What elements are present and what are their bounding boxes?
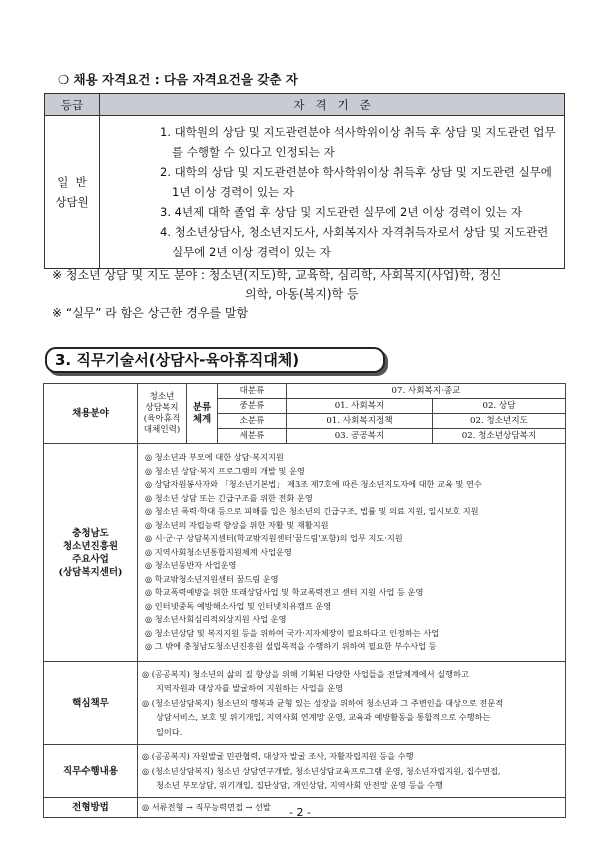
org-item: ◎ 청소년과 부모에 대한 상담·복지지원 [145,452,284,463]
task-label: 직무수행내용 [44,745,138,798]
note-field-line1: ※ 청소년 상담 및 지도 분야 : 청소년(지도)학, 교육학, 심리학, 사회복지(사업)학, 정신 [52,268,502,282]
duty-row [44,662,566,745]
method-label: 전형방법 [44,798,138,818]
field-value-line: (육아휴직 [143,413,181,424]
org-item: ◎ 청소년 상담·복지 프로그램의 개발 및 운영 [145,465,305,476]
org-item: ◎ 지역사회청소년통합지원체계 사업운영 [145,546,292,557]
header-grade: 등급 [45,94,100,116]
duty-label: 핵심책무 [44,662,138,745]
detail-value-2: 02. 청소년상담복지 [433,429,566,444]
org-item: ◎ 시·군·구 상담복지센터(학교밖지원센터'꿈드림'포함)의 업무 지도·지원 [145,533,403,544]
duty-line: 상담서비스, 보호 및 위기개입, 지역사회 연계망 운영, 교육과 예방활동을 통합적으로 수행하는 [156,712,491,723]
criteria-item: 2. 대학의 상담 및 지도관련분야 학사학위이상 취득후 상담 및 지도관련 실무에 1년 이상 경력이 있는 자 [160,165,552,199]
class-label-line: 분류 [192,401,212,413]
criteria-cell [100,116,565,269]
criteria-item: 1. 대학원의 상담 및 지도관련분야 석사학위이상 취득 후 상담 및 지도관련 업무를 수행할 수 있다고 인정되는 자 [160,125,556,159]
job-description-table [43,383,566,818]
page-number: - 2 - [289,806,311,819]
org-item: ◎ 청소년의 자립능력 향상을 위한 자활 및 재활지원 [145,519,329,530]
minor-label: 소분류 [218,414,287,429]
criteria-item: 3. 4년제 대학 졸업 후 상담 및 지도관련 실무에 2년 이상 경력이 있는 자 [160,205,522,219]
class-label-line: 체계 [192,413,212,425]
field-value-line: 청소년 [149,391,175,402]
method-value: ◎ 서류전형 → 직무능력면접 → 선발 [138,798,566,818]
field-value [138,384,187,444]
org-item: ◎ 인터넷중독 예방해소사업 및 인터넷치유캠프 운영 [145,600,332,611]
org-item: ◎ 학교밖청소년지원센터 꿈드림 운영 [145,573,279,584]
mid-value-2: 02. 상담 [433,399,566,414]
org-row [44,444,566,662]
criteria-item: 4. 청소년상담사, 청소년지도사, 사회복지사 자격취득자로서 상담 및 지도관련 실무에 2년 이상 경력이 있는 자 [160,225,549,259]
task-line: ◎ (공공복지) 자원발굴 민관협력, 대상자 발굴 조사, 자활자립지원 등을 수행 [142,751,414,762]
org-item: ◎ 청소년 폭력·학대 등으로 피해를 입은 청소년의 긴급구조, 법률 및 의료 지원, 일시보호 지원 [145,506,479,517]
task-row [44,745,566,798]
org-item: ◎ 청소년상담 및 복지지원 등을 위하여 국가·지자체장이 필요하다고 인정하는 사업 [145,627,440,638]
note-practice: ※ “실무” 라 함은 상근한 경우를 말함 [52,306,249,320]
grade-line: 일 반 [57,175,87,189]
notes [52,266,572,323]
org-label-line: 충청남도 [72,527,109,539]
major-value: 07. 사회복지·종교 [287,384,566,399]
mid-value-1: 01. 사회복지 [287,399,433,414]
qualification-table [44,93,565,269]
org-item: ◎ 상담자원봉사자와 「청소년기본법」 제3조 제7호에 따른 청소년지도자에 대한 교육 및 연수 [145,479,482,490]
grade-cell [45,116,100,269]
duty-line: 지역자원과 대상자를 발굴하여 지원하는 사업을 운영 [156,683,344,694]
field-label: 채용분야 [44,384,138,444]
task-line: 청소년 부모상담, 위기개입, 집단상담, 개인상담, 지역사회 안전망 운영 등을 수행 [156,780,443,791]
qualification-header-row [45,94,565,116]
org-label-line: 청소년진흥원 [62,540,119,552]
org-item: ◎ 청소년동반자 사업운영 [145,560,237,571]
class-label [187,384,218,444]
header-criteria: 자 격 기 준 [100,94,565,116]
minor-value-2: 02. 청소년지도 [433,414,566,429]
task-text [138,745,566,798]
mid-label: 중분류 [218,399,287,414]
qualification-row [45,116,565,269]
org-label-line: (상담복지센터) [58,566,123,578]
task-line: ◎ (청소년상담복지) 청소년 상담연구개발, 청소년상담교육프로그램 운영, 청소년자립지원, 집수면접, [142,765,501,776]
duty-text [138,662,566,745]
minor-value-1: 01. 사회복지정책 [287,414,433,429]
grade-line: 상담원 [55,195,89,209]
section-title: 3. 직무기술서(상담사-육아휴직대체) [45,347,385,373]
detail-value-1: 03. 공공복지 [287,429,433,444]
org-item: ◎ 학교폭력예방을 위한 또래상담사업 및 학교폭력전고 센터 지원 사업 등 운영 [145,587,424,598]
field-value-line: 대체인력) [143,424,181,435]
org-item: ◎ 청소년 상담 또는 긴급구조를 위한 전화 운영 [145,492,313,503]
qualification-title: ❍ 채용 자격요건 : 다음 자격요건을 갖춘 자 [58,72,298,87]
job-field-row-1 [44,384,566,399]
note-field-line2: 의학, 아동(복지)학 등 [245,287,359,301]
org-label-line: 주요사업 [72,553,109,565]
field-value-line: 상담복지 [145,402,179,413]
org-item: ◎ 청소년사회심리적외상지원 사업 운영 [145,614,287,625]
duty-line: 일이다. [156,726,183,737]
duty-line: ◎ (청소년상담복지) 청소년의 행복과 균형 있는 성장을 위하여 청소년과 그 주변인을 대상으로 전문적 [142,697,504,708]
org-item: ◎ 그 밖에 충청남도청소년진흥원 설립목적을 수행하기 위하여 필요한 부수사업 등 [145,641,437,652]
major-label: 대분류 [218,384,287,399]
org-items [138,444,566,662]
duty-line: ◎ (공공복지) 청소년의 삶의 질 향상을 위해 기획된 다양한 사업들을 전달체계에서 실행하고 [142,668,469,679]
detail-label: 세분류 [218,429,287,444]
org-label [44,444,138,662]
